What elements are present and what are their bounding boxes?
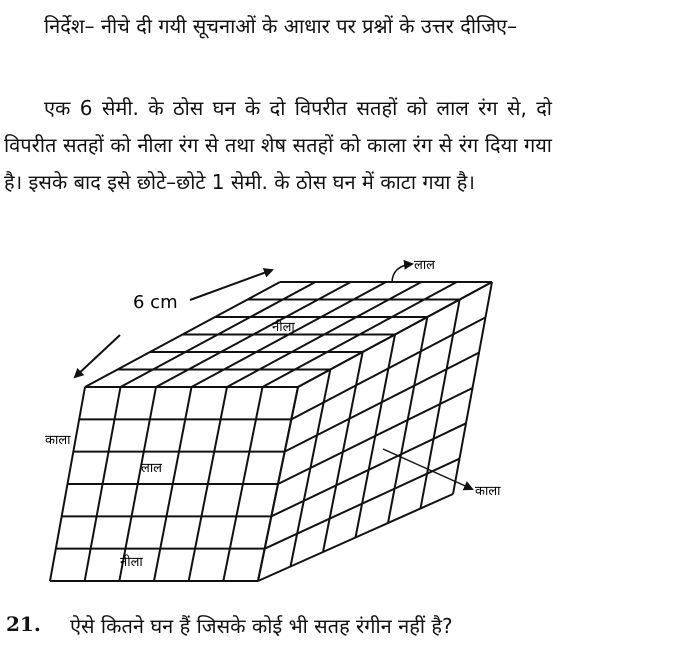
cube-grid (50, 282, 492, 581)
side-grid-line (453, 282, 492, 494)
instruction-text: निर्देश– नीचे दी गयी सूचनाओं के आधार पर प्रश्नों के उत्तर दीजिए– (44, 14, 518, 38)
label-bottom-right: काला (475, 484, 501, 499)
passage-text: एक 6 सेमी. के ठोस घन के दो विपरीत सतहों को लाल रंग से, दो विपरीत सतहों को नीला रंग से तथा शेष सतहों को काला रंग से रंग दिया गया है। इसके बाद इसे छोटे–छोटे 1 सेमी. के ठोस घन में काटा गया है। (4, 96, 552, 194)
pointer-arrow-top (392, 264, 412, 283)
cube-diagram (40, 255, 520, 590)
label-left: काला (45, 433, 71, 448)
label-front-bottom: नीला (120, 555, 143, 570)
side-grid-line (278, 388, 473, 484)
question-number: 21. (6, 612, 41, 636)
label-front: लाल (141, 461, 162, 476)
side-grid-line (421, 300, 460, 509)
side-grid-line (388, 317, 427, 523)
question-text: ऐसे कितने घन हैं जिसके कोई भी सतह रंगीन नहीं है? (70, 614, 453, 638)
dimension-label: 6 cm (133, 292, 178, 313)
label-top-face: नीला (272, 320, 295, 335)
label-top-right: लाल (414, 258, 435, 273)
